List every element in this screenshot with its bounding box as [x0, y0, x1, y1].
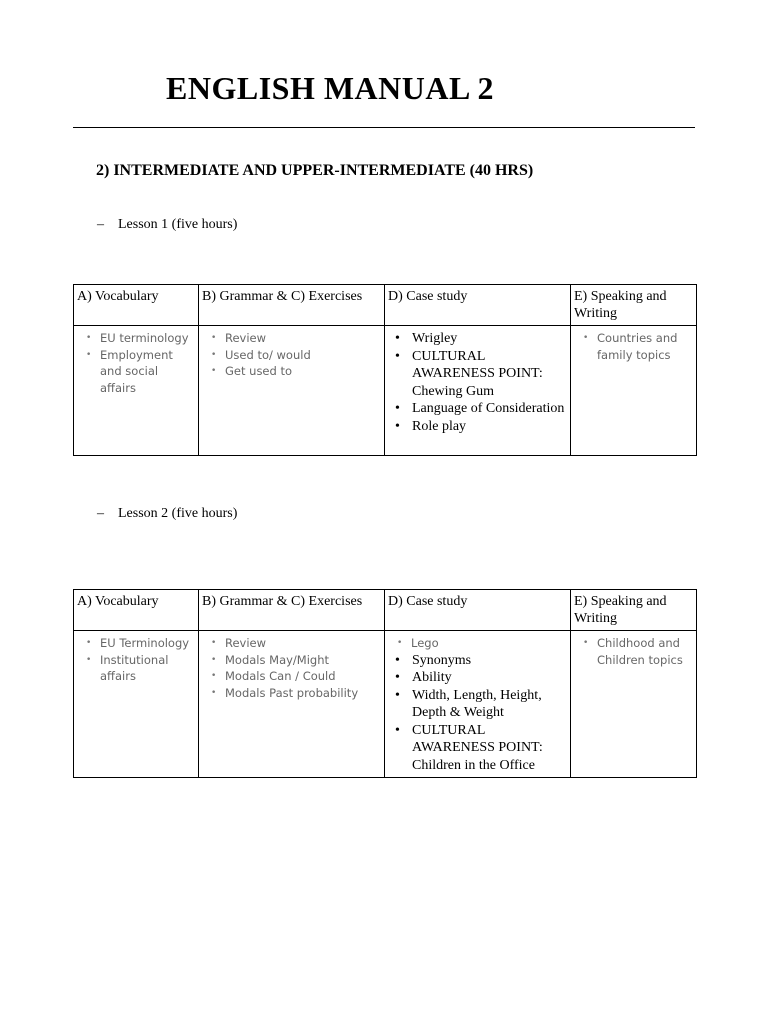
- list-dash: –: [97, 506, 104, 521]
- header-case-study: D) Case study: [385, 590, 571, 631]
- header-speaking-writing: E) Speaking and Writing: [571, 590, 697, 631]
- cell-case-study: [385, 326, 571, 456]
- list-item: • Review: [202, 635, 381, 652]
- list-item: • Childhood and Children topics: [574, 635, 693, 668]
- list-item: • Institutional affairs: [77, 652, 195, 685]
- list-item: • Modals Can / Could: [202, 668, 381, 685]
- table-row: [74, 631, 697, 778]
- list-item: • Review: [202, 330, 381, 347]
- lesson-1-label: [97, 217, 237, 233]
- list-item: • Language of Consideration: [388, 400, 567, 418]
- table-header-row: [74, 285, 697, 326]
- lesson-2-table: [73, 589, 697, 778]
- header-speaking-writing: E) Speaking and Writing: [571, 285, 697, 326]
- list-item: • EU Terminology: [77, 635, 195, 652]
- list-item: • Role play: [388, 418, 567, 436]
- title-divider: [73, 127, 695, 128]
- list-item: • Countries and family topics: [574, 330, 693, 363]
- lesson-2-label: [97, 506, 237, 522]
- header-vocabulary: A) Vocabulary: [74, 285, 199, 326]
- list-item: • Modals Past probability: [202, 685, 381, 702]
- cell-speaking-writing: [571, 326, 697, 456]
- cell-grammar: [199, 326, 385, 456]
- list-item: • Employment and social affairs: [77, 347, 195, 397]
- cell-grammar: [199, 631, 385, 778]
- list-item: • CULTURAL AWARENESS POINT: Children in the Office: [388, 722, 567, 775]
- list-item: • Used to/ would: [202, 347, 381, 364]
- list-item: • Wrigley: [388, 330, 567, 348]
- table-row: [74, 326, 697, 456]
- list-item: • Width, Length, Height, Depth & Weight: [388, 687, 567, 722]
- cell-vocabulary: [74, 631, 199, 778]
- list-item: • Get used to: [202, 363, 381, 380]
- list-dash: –: [97, 217, 104, 232]
- list-item: • EU terminology: [77, 330, 195, 347]
- cell-vocabulary: [74, 326, 199, 456]
- list-item: • Modals May/Might: [202, 652, 381, 669]
- cell-speaking-writing: [571, 631, 697, 778]
- cell-case-study: [385, 631, 571, 778]
- lesson-1-table: [73, 284, 697, 456]
- header-case-study: D) Case study: [385, 285, 571, 326]
- table-header-row: [74, 590, 697, 631]
- header-grammar: B) Grammar & C) Exercises: [199, 285, 385, 326]
- document-title: ENGLISH MANUAL 2: [166, 70, 495, 106]
- list-item: • Ability: [388, 669, 567, 687]
- header-vocabulary: A) Vocabulary: [74, 590, 199, 631]
- list-item: • Synonyms: [388, 652, 567, 670]
- lesson-2-text: Lesson 2 (five hours): [118, 506, 238, 521]
- header-grammar: B) Grammar & C) Exercises: [199, 590, 385, 631]
- list-item: • CULTURAL AWARENESS POINT: Chewing Gum: [388, 348, 567, 401]
- section-heading: 2) INTERMEDIATE AND UPPER-INTERMEDIATE (40 HRS): [96, 162, 534, 179]
- list-item: • Lego: [388, 635, 567, 652]
- lesson-1-text: Lesson 1 (five hours): [118, 217, 238, 232]
